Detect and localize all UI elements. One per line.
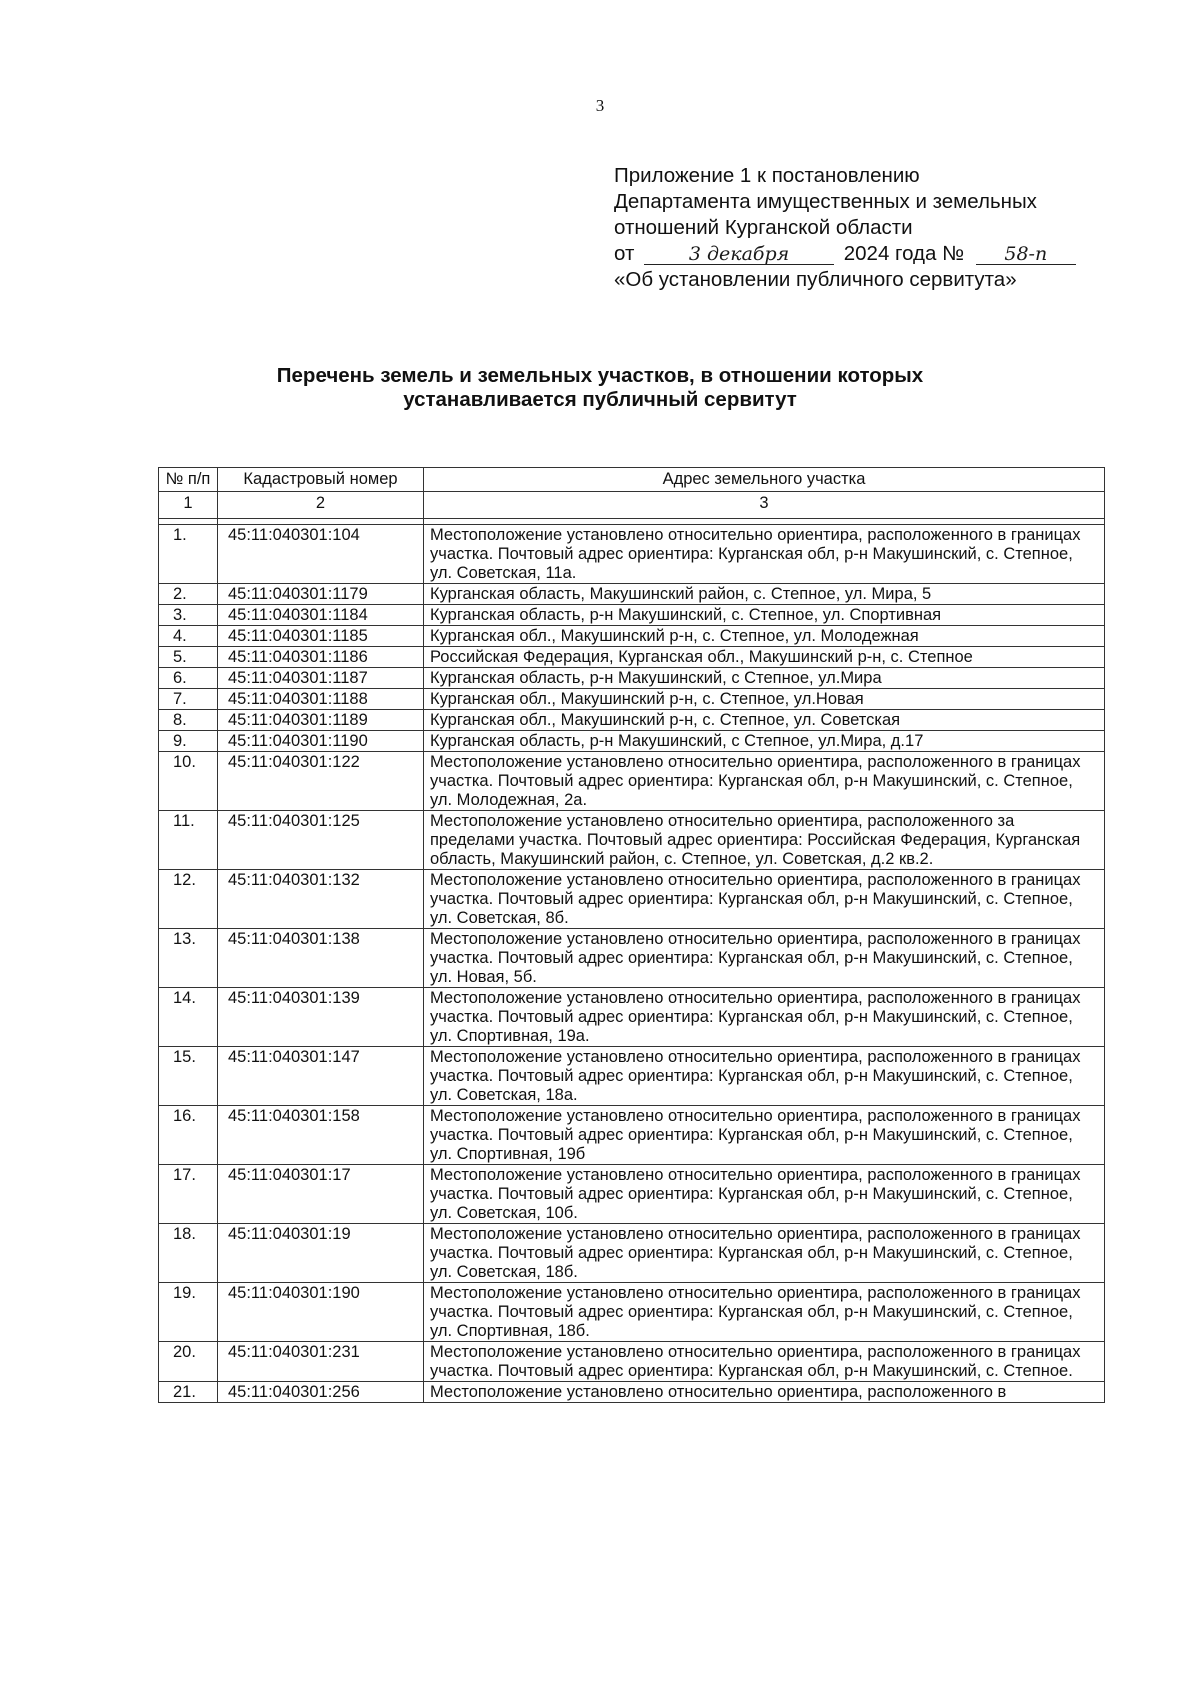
handwritten-date: 3 декабря [644,244,834,265]
table-row [159,647,1105,668]
plot-address: Курганская обл., Макушинский р-н, с. Степное, ул. Молодежная [424,626,1105,647]
plot-address: Местоположение установлено относительно ориентира, расположенного в границах участка. Почтовый адрес ориентира: Курганская обл, р-н Макушинский, с. Степное, ул. Молодежная, 2а. [424,752,1105,811]
cadastral-number: 45:11:040301:19 [218,1224,424,1283]
row-number: 9. [159,731,218,752]
appendix-date-line [614,241,1174,267]
row-number: 15. [159,1047,218,1106]
row-number: 1. [159,525,218,584]
table-row [159,668,1105,689]
cadastral-number: 45:11:040301:231 [218,1342,424,1382]
cadastral-number: 45:11:040301:1186 [218,647,424,668]
table-row [159,870,1105,929]
cadastral-number: 45:11:040301:104 [218,525,424,584]
row-number: 17. [159,1165,218,1224]
cadastral-number: 45:11:040301:125 [218,811,424,870]
plot-address: Курганская область, р-н Макушинский, с Степное, ул.Мира, д.17 [424,731,1105,752]
cadastral-number: 45:11:040301:1188 [218,689,424,710]
plot-address: Местоположение установлено относительно ориентира, расположенного в границах участка. Почтовый адрес ориентира: Курганская обл, р-н Макушинский, с. Степное, ул. Советская, 18а. [424,1047,1105,1106]
plot-address: Местоположение установлено относительно ориентира, расположенного в границах участка. Почтовый адрес ориентира: Курганская обл, р-н Макушинский, с. Степное, ул. Новая, 5б. [424,929,1105,988]
plot-address: Курганская обл., Макушинский р-н, с. Степное, ул. Советская [424,710,1105,731]
cadastral-number: 45:11:040301:138 [218,929,424,988]
table-row [159,1106,1105,1165]
plot-address: Курганская обл., Макушинский р-н, с. Степное, ул.Новая [424,689,1105,710]
appendix-line-1: Приложение 1 к постановлению [614,164,920,187]
cadastral-number: 45:11:040301:1189 [218,710,424,731]
header-address: Адрес земельного участка [424,468,1105,492]
appendix-line-2: Департамента имущественных и земельных [614,190,1037,213]
row-number: 21. [159,1382,218,1403]
row-number: 20. [159,1342,218,1382]
plot-address: Курганская область, р-н Макушинский, с. Степное, ул. Спортивная [424,605,1105,626]
row-number: 19. [159,1283,218,1342]
appendix-header [614,163,1174,293]
cadastral-number: 45:11:040301:190 [218,1283,424,1342]
row-number: 7. [159,689,218,710]
row-number: 5. [159,647,218,668]
appendix-from-label: от [614,242,635,265]
plot-address: Местоположение установлено относительно ориентира, расположенного в границах участка. Почтовый адрес ориентира: Курганская обл, р-н Макушинский, с. Степное, ул. Спортивная, 18б. [424,1283,1105,1342]
plot-address: Местоположение установлено относительно ориентира, расположенного в границах участка. Почтовый адрес ориентира: Курганская обл, р-н Макушинский, с. Степное, ул. Советская, 18б. [424,1224,1105,1283]
cadastral-number: 45:11:040301:122 [218,752,424,811]
title-line-1: Перечень земель и земельных участков, в отношении которых [276,364,924,387]
header-num: № п/п [159,468,218,492]
table-row [159,584,1105,605]
cadastral-number: 45:11:040301:1187 [218,668,424,689]
table-row [159,525,1105,584]
plot-address: Местоположение установлено относительно ориентира, расположенного за пределами участка. Почтовый адрес ориентира: Российская Федерация, Курганская область, Макушинский район, с. Степное, ул. Советская, д.2 кв.2. [424,811,1105,870]
cadastral-number: 45:11:040301:1185 [218,626,424,647]
table-row [159,605,1105,626]
row-number: 12. [159,870,218,929]
table-header-row [159,468,1105,492]
cadastral-number: 45:11:040301:132 [218,870,424,929]
table-row [159,1283,1105,1342]
table-row [159,710,1105,731]
table-row [159,689,1105,710]
table-row [159,1047,1105,1106]
column-number-row [159,492,1105,519]
row-number: 14. [159,988,218,1047]
table-row [159,1382,1105,1403]
row-number: 2. [159,584,218,605]
handwritten-number: 58-п [976,244,1076,265]
plot-address: Местоположение установлено относительно ориентира, расположенного в границах участка. Почтовый адрес ориентира: Курганская обл, р-н Макушинский, с. Степное, ул. Спортивная, 19б [424,1106,1105,1165]
row-number: 18. [159,1224,218,1283]
row-number: 10. [159,752,218,811]
row-number: 16. [159,1106,218,1165]
row-number: 4. [159,626,218,647]
row-number: 11. [159,811,218,870]
row-number: 13. [159,929,218,988]
column-number: 3 [424,492,1105,519]
column-number: 2 [218,492,424,519]
table-row [159,929,1105,988]
row-number: 8. [159,710,218,731]
cadastral-number: 45:11:040301:1179 [218,584,424,605]
row-number: 6. [159,668,218,689]
plot-address: Курганская область, Макушинский район, с. Степное, ул. Мира, 5 [424,584,1105,605]
cadastral-number: 45:11:040301:1184 [218,605,424,626]
table-row [159,1224,1105,1283]
table-row [159,988,1105,1047]
title-line-2: устанавливается публичный сервитут [403,388,797,411]
page-number: 3 [595,96,605,115]
cadastral-number: 45:11:040301:147 [218,1047,424,1106]
plot-address: Российская Федерация, Курганская обл., Макушинский р-н, с. Степное [424,647,1105,668]
document-title [0,364,1200,412]
column-number: 1 [159,492,218,519]
table-row [159,752,1105,811]
table-row [159,1342,1105,1382]
appendix-line-3: отношений Курганской области [614,216,913,239]
cadastral-number: 45:11:040301:158 [218,1106,424,1165]
cadastral-number: 45:11:040301:17 [218,1165,424,1224]
cadastral-number: 45:11:040301:1190 [218,731,424,752]
cadastral-number: 45:11:040301:139 [218,988,424,1047]
header-cadastral: Кадастровый номер [218,468,424,492]
plot-address: Местоположение установлено относительно ориентира, расположенного в границах участка. Почтовый адрес ориентира: Курганская обл, р-н Макушинский, с. Степное, ул. Советская, 8б. [424,870,1105,929]
table-row [159,1165,1105,1224]
table-row [159,731,1105,752]
appendix-line-5: «Об установлении публичного сервитута» [614,268,1017,291]
plot-address: Местоположение установлено относительно ориентира, расположенного в границах участка. Почтовый адрес ориентира: Курганская обл, р-н Макушинский, с. Степное, ул. Советская, 11а. [424,525,1105,584]
cadastral-number: 45:11:040301:256 [218,1382,424,1403]
appendix-year-text: 2024 года № [843,242,965,265]
plot-address: Местоположение установлено относительно ориентира, расположенного в границах участка. Почтовый адрес ориентира: Курганская обл, р-н Макушинский, с. Степное. [424,1342,1105,1382]
table-row [159,626,1105,647]
plot-address: Курганская область, р-н Макушинский, с Степное, ул.Мира [424,668,1105,689]
plot-address: Местоположение установлено относительно ориентира, расположенного в границах участка. Почтовый адрес ориентира: Курганская обл, р-н Макушинский, с. Степное, ул. Советская, 10б. [424,1165,1105,1224]
plot-address: Местоположение установлено относительно ориентира, расположенного в границах участка. Почтовый адрес ориентира: Курганская обл, р-н Макушинский, с. Степное, ул. Спортивная, 19а. [424,988,1105,1047]
row-number: 3. [159,605,218,626]
plot-address: Местоположение установлено относительно ориентира, расположенного в [424,1382,1105,1403]
table-row [159,811,1105,870]
land-plots-table [158,467,1105,1403]
